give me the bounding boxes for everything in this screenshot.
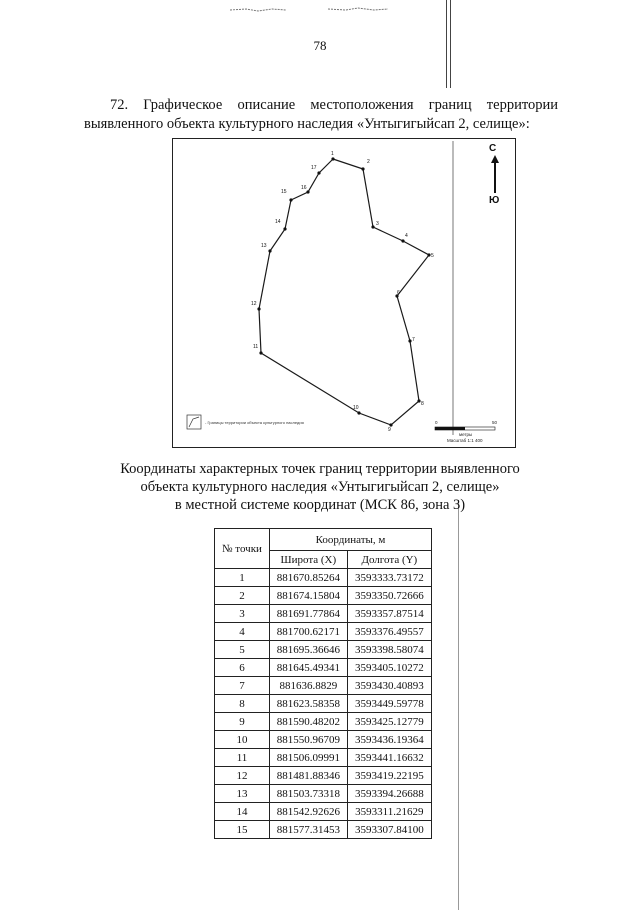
scale-text: Масштаб 1:1 400 bbox=[447, 438, 483, 443]
table-row bbox=[215, 623, 432, 641]
table-row bbox=[215, 641, 432, 659]
latitude-cell: 881670.85264 bbox=[270, 569, 348, 587]
longitude-cell: 3593425.12779 bbox=[347, 713, 431, 731]
point-number-cell: 3 bbox=[215, 605, 270, 623]
longitude-cell: 3593376.49557 bbox=[347, 623, 431, 641]
heading-line-1: 72. Графическое описание местоположения границ территории bbox=[110, 97, 558, 113]
point-number-cell: 9 bbox=[215, 713, 270, 731]
table-row bbox=[215, 821, 432, 839]
south-label: Ю bbox=[489, 195, 500, 206]
point-label: 14 bbox=[275, 219, 281, 225]
point-label: 7 bbox=[412, 337, 415, 343]
point-label: 13 bbox=[261, 243, 267, 249]
point-label: 17 bbox=[311, 165, 317, 171]
latitude-cell: 881542.92626 bbox=[270, 803, 348, 821]
scale-zero: 0 bbox=[435, 420, 438, 425]
legend-label: - Границы территории объекта культурного наследия bbox=[205, 420, 304, 425]
table-row bbox=[215, 803, 432, 821]
col-point-header: № точки bbox=[215, 529, 270, 569]
latitude-cell: 881645.49341 bbox=[270, 659, 348, 677]
point-label: 3 bbox=[376, 221, 379, 227]
coordinates-title bbox=[0, 460, 640, 514]
longitude-cell: 3593394.26688 bbox=[347, 785, 431, 803]
longitude-cell: 3593449.59778 bbox=[347, 695, 431, 713]
point-number-cell: 10 bbox=[215, 731, 270, 749]
table-row bbox=[215, 785, 432, 803]
point-label: 2 bbox=[367, 159, 370, 165]
point-number-cell: 8 bbox=[215, 695, 270, 713]
point-number-cell: 14 bbox=[215, 803, 270, 821]
latitude-cell: 881700.62171 bbox=[270, 623, 348, 641]
latitude-cell: 881695.36646 bbox=[270, 641, 348, 659]
longitude-cell: 3593307.84100 bbox=[347, 821, 431, 839]
map-drawing bbox=[173, 139, 517, 449]
latitude-cell: 881550.96709 bbox=[270, 731, 348, 749]
page-number: 78 bbox=[313, 38, 327, 53]
point-number-cell: 2 bbox=[215, 587, 270, 605]
table-row bbox=[215, 767, 432, 785]
point-number-cell: 12 bbox=[215, 767, 270, 785]
longitude-cell: 3593441.16632 bbox=[347, 749, 431, 767]
point-label: 15 bbox=[281, 189, 287, 195]
boundary-polygon bbox=[259, 159, 429, 425]
vertex-markers bbox=[257, 157, 430, 426]
point-label: 6 bbox=[397, 290, 400, 296]
boundary-map bbox=[172, 138, 516, 448]
point-label: 12 bbox=[251, 301, 257, 307]
scale-max: 50 bbox=[492, 420, 498, 425]
point-label: 11 bbox=[253, 344, 259, 350]
longitude-cell: 3593430.40893 bbox=[347, 677, 431, 695]
longitude-cell: 3593419.22195 bbox=[347, 767, 431, 785]
point-label: 1 bbox=[331, 151, 334, 157]
section-heading bbox=[84, 96, 558, 134]
coordinates-table-body bbox=[215, 569, 432, 839]
point-label: 16 bbox=[301, 185, 307, 191]
table-row bbox=[215, 713, 432, 731]
legend-swatch bbox=[187, 415, 201, 429]
table-row bbox=[215, 587, 432, 605]
scale-units: метры bbox=[459, 432, 473, 437]
point-label: 9 bbox=[388, 427, 391, 433]
latitude-cell: 881674.15804 bbox=[270, 587, 348, 605]
table-row bbox=[215, 659, 432, 677]
latitude-cell: 881590.48202 bbox=[270, 713, 348, 731]
scale-bar bbox=[435, 427, 495, 430]
coordinates-table bbox=[214, 528, 432, 839]
point-number-cell: 4 bbox=[215, 623, 270, 641]
point-label: 8 bbox=[421, 401, 424, 407]
longitude-cell: 3593398.58074 bbox=[347, 641, 431, 659]
latitude-cell: 881506.09991 bbox=[270, 749, 348, 767]
col-lat-header: Широта (X) bbox=[270, 551, 348, 569]
longitude-cell: 3593311.21629 bbox=[347, 803, 431, 821]
latitude-cell: 881691.77864 bbox=[270, 605, 348, 623]
scan-noise bbox=[228, 4, 428, 14]
latitude-cell: 881577.31453 bbox=[270, 821, 348, 839]
latitude-cell: 881623.58358 bbox=[270, 695, 348, 713]
point-number-cell: 11 bbox=[215, 749, 270, 767]
longitude-cell: 3593405.10272 bbox=[347, 659, 431, 677]
col-lon-header: Долгота (Y) bbox=[347, 551, 431, 569]
heading-line-2: выявленного объекта культурного наследия «Унтыгигыйсап 2, селище»: bbox=[84, 116, 530, 132]
coords-title-line-2: объекта культурного наследия «Унтыгигыйсап 2, селище» bbox=[140, 479, 500, 495]
point-number-cell: 6 bbox=[215, 659, 270, 677]
point-label: 5 bbox=[431, 253, 434, 259]
north-label: С bbox=[489, 143, 497, 154]
scan-line bbox=[458, 500, 459, 910]
longitude-cell: 3593333.73172 bbox=[347, 569, 431, 587]
point-label: 10 bbox=[353, 405, 359, 411]
point-number-cell: 15 bbox=[215, 821, 270, 839]
point-number-cell: 5 bbox=[215, 641, 270, 659]
table-row bbox=[215, 677, 432, 695]
point-number-cell: 1 bbox=[215, 569, 270, 587]
col-coordinates-header: Координаты, м bbox=[270, 529, 432, 551]
north-arrow-icon bbox=[491, 155, 499, 193]
coords-title-line-1: Координаты характерных точек границ территории выявленного bbox=[120, 461, 520, 477]
latitude-cell: 881481.88346 bbox=[270, 767, 348, 785]
latitude-cell: 881503.73318 bbox=[270, 785, 348, 803]
longitude-cell: 3593350.72666 bbox=[347, 587, 431, 605]
longitude-cell: 3593436.19364 bbox=[347, 731, 431, 749]
table-row bbox=[215, 749, 432, 767]
table-row bbox=[215, 569, 432, 587]
latitude-cell: 881636.8829 bbox=[270, 677, 348, 695]
coords-title-line-3: в местной системе координат (МСК 86, зона 3) bbox=[174, 497, 466, 513]
table-row bbox=[215, 695, 432, 713]
point-number-cell: 13 bbox=[215, 785, 270, 803]
table-row bbox=[215, 605, 432, 623]
point-label: 4 bbox=[405, 233, 408, 239]
point-number-cell: 7 bbox=[215, 677, 270, 695]
longitude-cell: 3593357.87514 bbox=[347, 605, 431, 623]
table-row bbox=[215, 731, 432, 749]
